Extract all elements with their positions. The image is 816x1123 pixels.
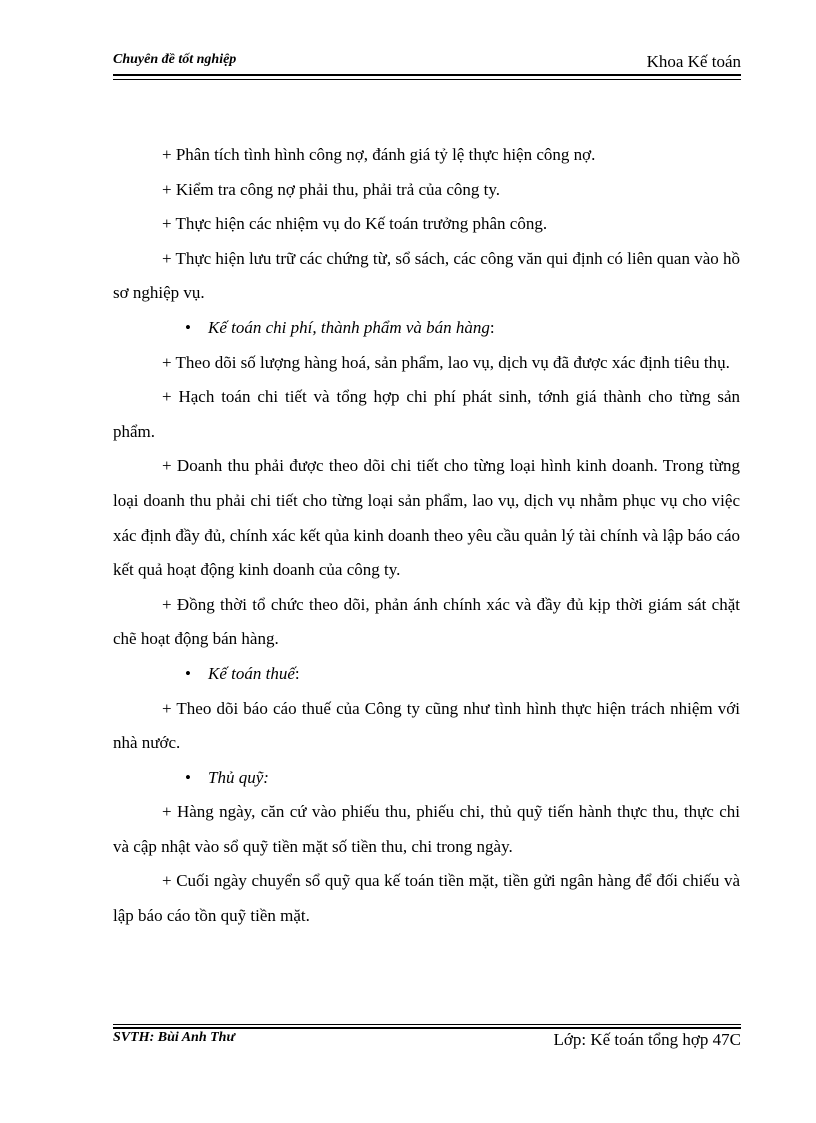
paragraph: + Kiểm tra công nợ phải thu, phải trả của công ty. bbox=[162, 179, 501, 199]
page-footer bbox=[113, 1030, 741, 1056]
paragraph: + Phân tích tình hình công nợ, đánh giá tỷ lệ thực hiện công nợ. bbox=[162, 145, 596, 164]
bullet-dot-icon: • bbox=[185, 767, 191, 787]
footer-rule-thin bbox=[113, 1024, 741, 1025]
paragraph: + Doanh thu phải được theo dõi chi tiết cho từng loại hình kinh doanh. Trong từng loại doanh thu phải chi tiết cho từng loại sản phẩm, lao vụ, dịch vụ nhằm phục vụ cho việc xác định đầy đủ, chính xác kết qủa kinh doanh theo yêu cầu quản lý tài chính và lập báo cáo kết quả hoạt động kinh doanh của công ty. bbox=[113, 456, 740, 580]
paragraph: + Hạch toán chi tiết và tổng hợp chi phí phát sinh, tớnh giá thành cho từng sản phẩm. bbox=[113, 387, 740, 441]
paragraph: + Cuối ngày chuyển sổ quỹ qua kế toán tiền mặt, tiền gửi ngân hàng để đối chiếu và lập báo cáo tồn quỹ tiền mặt. bbox=[113, 871, 740, 926]
document-body bbox=[113, 138, 740, 934]
bullet-item bbox=[113, 311, 740, 346]
header-title: Chuyên đề tốt nghiệp bbox=[113, 52, 237, 67]
paragraph: + Hàng ngày, căn cứ vào phiếu thu, phiếu chi, thủ quỹ tiến hành thực thu, thực chi và cập nhật vào sổ quỹ tiền mặt số tiền thu, chi trong ngày. bbox=[113, 802, 740, 856]
paragraph: + Theo dõi số lượng hàng hoá, sản phẩm, lao vụ, dịch vụ đã được xác định tiêu thụ. bbox=[162, 352, 730, 372]
header-rule-thin bbox=[113, 79, 741, 80]
footer-class: Lớp: Kế toán tổng hợp 47C bbox=[553, 1030, 741, 1049]
bullet-dot-icon: • bbox=[185, 663, 191, 683]
bullet-item bbox=[113, 761, 740, 796]
footer-student: SVTH: Bùi Anh Thư bbox=[113, 1030, 235, 1045]
bullet-label: Kế toán chi phí, thành phẩm và bán hàng bbox=[208, 317, 490, 337]
bullet-label: Kế toán thuế bbox=[208, 663, 295, 683]
paragraph: + Thực hiện lưu trữ các chứng từ, sổ sách, các công văn qui định có liên quan vào hồ sơ nghiệp vụ. bbox=[113, 248, 740, 303]
paragraph: + Thực hiện các nhiệm vụ do Kế toán trưởng phân công. bbox=[162, 214, 548, 234]
paragraph: + Đồng thời tổ chức theo dõi, phản ánh chính xác và đầy đủ kịp thời giám sát chặt chẽ hoạt động bán hàng. bbox=[113, 594, 740, 649]
header-rule-thick bbox=[113, 74, 741, 76]
footer-rule-thick bbox=[113, 1027, 741, 1029]
bullet-colon: : bbox=[294, 663, 300, 683]
bullet-item bbox=[113, 657, 740, 692]
header-department: Khoa Kế toán bbox=[646, 52, 741, 71]
bullet-label: Thủ quỹ: bbox=[208, 767, 269, 787]
bullet-dot-icon: • bbox=[185, 317, 191, 337]
paragraph: + Theo dõi báo cáo thuế của Công ty cũng như tình hình thực hiện trách nhiệm với nhà nước. bbox=[113, 698, 740, 753]
bullet-colon: : bbox=[489, 317, 495, 337]
